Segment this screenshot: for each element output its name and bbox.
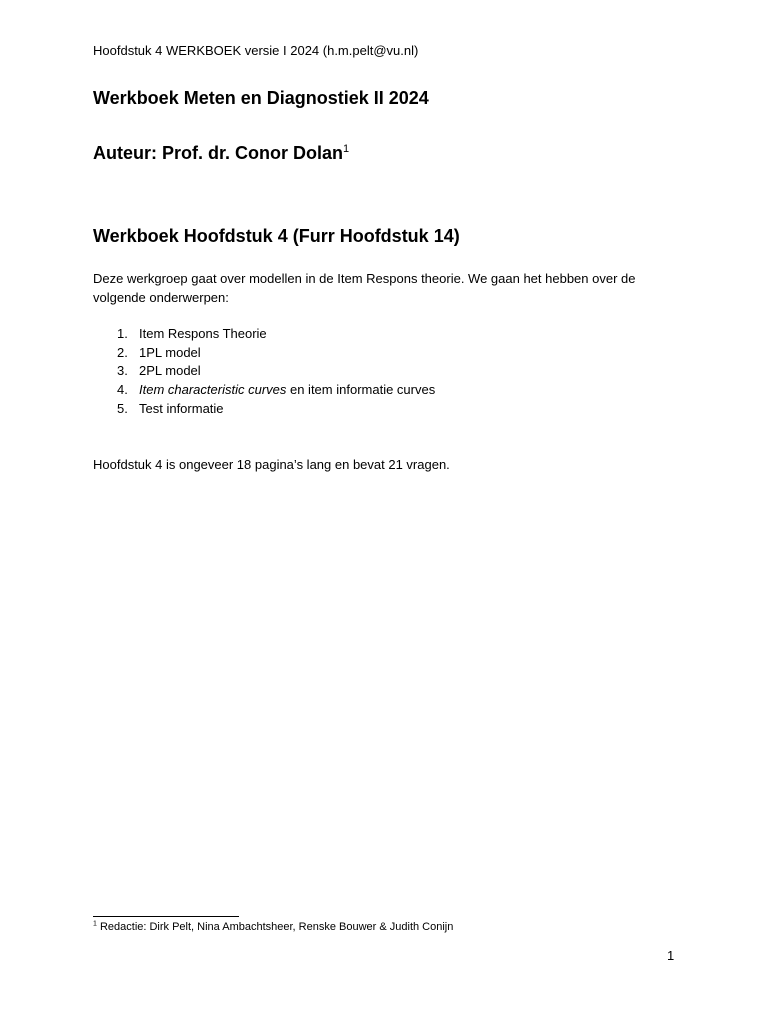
- list-item-number: 4.: [117, 382, 128, 398]
- footnote-separator: [93, 916, 239, 917]
- chapter-heading: Werkboek Hoofdstuk 4 (Furr Hoofdstuk 14): [93, 226, 460, 246]
- list-item-text: 1PL model: [139, 344, 201, 360]
- list-item-number: 3.: [117, 363, 128, 379]
- author-text: Auteur: Prof. dr. Conor Dolan: [93, 143, 343, 163]
- list-item-number: 5.: [117, 400, 128, 416]
- list-item-text: en item informatie curves: [286, 382, 436, 398]
- list-item-text: Item Respons Theorie: [139, 326, 267, 341]
- list-item-text: 2PL model: [139, 363, 201, 379]
- page-number: 1: [667, 948, 675, 963]
- list-item-italic: Item characteristic curves: [139, 382, 287, 398]
- list-item: [93, 325, 435, 344]
- author-footnote-mark: 1: [343, 143, 350, 155]
- list-item-number: 2.: [117, 344, 128, 360]
- footnote-mark: 1: [93, 920, 97, 928]
- list-item: [93, 344, 435, 363]
- intro-paragraph: Deze werkgroep gaat over modellen in de Item Respons theorie. We gaan het hebben over de volgende onderwerpen:: [93, 271, 636, 305]
- topics-list: [93, 325, 435, 419]
- author-line: [93, 143, 349, 164]
- footnote: [93, 921, 453, 933]
- running-header: Hoofdstuk 4 WERKBOEK versie I 2024 (h.m.pelt@vu.nl): [93, 43, 419, 58]
- document-title: Werkboek Meten en Diagnostiek II 2024: [93, 88, 429, 108]
- list-item: [93, 381, 435, 400]
- list-item: [93, 400, 435, 419]
- length-note: Hoofdstuk 4 is ongeveer 18 pagina’s lang en bevat 21 vragen.: [93, 457, 450, 472]
- list-item-number: 1.: [117, 326, 128, 341]
- list-item-text: Test informatie: [139, 400, 224, 416]
- footnote-text: Redactie: Dirk Pelt, Nina Ambachtsheer, Renske Bouwer & Judith Conijn: [96, 921, 454, 933]
- list-item: [93, 362, 435, 381]
